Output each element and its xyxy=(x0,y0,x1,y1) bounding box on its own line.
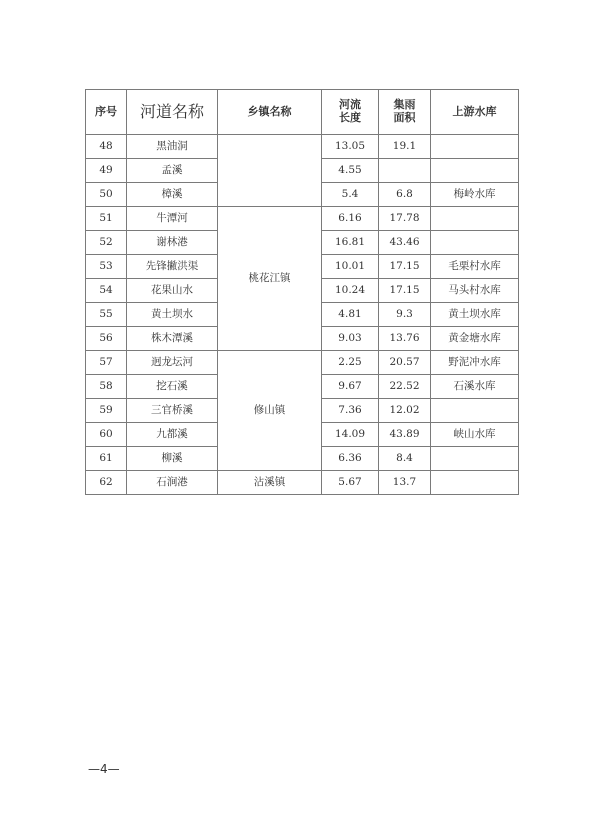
cell-seq: 55 xyxy=(86,303,127,327)
cell-river-name: 株木潭溪 xyxy=(127,327,218,351)
cell-reservoir xyxy=(431,207,519,231)
cell-area: 17.78 xyxy=(379,207,431,231)
cell-river-name: 挖石溪 xyxy=(127,375,218,399)
cell-length: 16.81 xyxy=(322,231,379,255)
cell-town xyxy=(218,135,322,207)
header-river-length xyxy=(322,90,379,135)
cell-seq: 49 xyxy=(86,159,127,183)
cell-reservoir xyxy=(431,399,519,423)
cell-seq: 54 xyxy=(86,279,127,303)
cell-area: 12.02 xyxy=(379,399,431,423)
cell-length: 5.67 xyxy=(322,471,379,495)
cell-reservoir xyxy=(431,231,519,255)
cell-river-name: 黄土坝水 xyxy=(127,303,218,327)
cell-area: 13.7 xyxy=(379,471,431,495)
cell-seq: 62 xyxy=(86,471,127,495)
cell-area: 43.89 xyxy=(379,423,431,447)
cell-reservoir: 黄金塘水库 xyxy=(431,327,519,351)
cell-seq: 61 xyxy=(86,447,127,471)
cell-town: 沾溪镇 xyxy=(218,471,322,495)
cell-area: 8.4 xyxy=(379,447,431,471)
cell-area: 17.15 xyxy=(379,279,431,303)
cell-river-name: 石涧港 xyxy=(127,471,218,495)
cell-river-name: 孟溪 xyxy=(127,159,218,183)
cell-length: 9.67 xyxy=(322,375,379,399)
cell-length: 9.03 xyxy=(322,327,379,351)
table-row xyxy=(86,207,519,231)
header-town-name: 乡镇名称 xyxy=(218,90,322,135)
cell-length: 4.55 xyxy=(322,159,379,183)
cell-area: 13.76 xyxy=(379,327,431,351)
cell-length: 4.81 xyxy=(322,303,379,327)
header-river-length-label: 河流长度 xyxy=(339,98,361,124)
cell-reservoir: 黄土坝水库 xyxy=(431,303,519,327)
cell-river-name: 牛潭河 xyxy=(127,207,218,231)
header-catchment-area xyxy=(379,90,431,135)
cell-seq: 58 xyxy=(86,375,127,399)
cell-seq: 48 xyxy=(86,135,127,159)
header-upstream-reservoir: 上游水库 xyxy=(431,90,519,135)
cell-river-name: 三官桥溪 xyxy=(127,399,218,423)
cell-reservoir: 野泥冲水库 xyxy=(431,351,519,375)
cell-seq: 53 xyxy=(86,255,127,279)
cell-area: 9.3 xyxy=(379,303,431,327)
cell-length: 10.24 xyxy=(322,279,379,303)
cell-reservoir xyxy=(431,159,519,183)
cell-seq: 56 xyxy=(86,327,127,351)
cell-length: 6.36 xyxy=(322,447,379,471)
cell-reservoir xyxy=(431,471,519,495)
header-seq: 序号 xyxy=(86,90,127,135)
cell-river-name: 柳溪 xyxy=(127,447,218,471)
cell-seq: 59 xyxy=(86,399,127,423)
cell-area: 20.57 xyxy=(379,351,431,375)
cell-river-name: 黑油洞 xyxy=(127,135,218,159)
cell-river-name: 先锋撇洪渠 xyxy=(127,255,218,279)
cell-seq: 60 xyxy=(86,423,127,447)
cell-length: 14.09 xyxy=(322,423,379,447)
table-header-row xyxy=(86,90,519,135)
cell-reservoir: 梅岭水库 xyxy=(431,183,519,207)
cell-length: 5.4 xyxy=(322,183,379,207)
table-row xyxy=(86,351,519,375)
cell-seq: 51 xyxy=(86,207,127,231)
cell-area: 6.8 xyxy=(379,183,431,207)
cell-length: 10.01 xyxy=(322,255,379,279)
cell-reservoir: 石溪水库 xyxy=(431,375,519,399)
cell-reservoir xyxy=(431,135,519,159)
cell-length: 7.36 xyxy=(322,399,379,423)
cell-length: 13.05 xyxy=(322,135,379,159)
cell-length: 2.25 xyxy=(322,351,379,375)
cell-river-name: 谢林港 xyxy=(127,231,218,255)
header-river-name: 河道名称 xyxy=(127,90,218,135)
cell-seq: 52 xyxy=(86,231,127,255)
cell-river-name: 樟溪 xyxy=(127,183,218,207)
cell-area: 43.46 xyxy=(379,231,431,255)
cell-seq: 57 xyxy=(86,351,127,375)
cell-area xyxy=(379,159,431,183)
page-number: —4— xyxy=(88,762,120,776)
cell-reservoir xyxy=(431,447,519,471)
cell-area: 17.15 xyxy=(379,255,431,279)
cell-area: 19.1 xyxy=(379,135,431,159)
cell-river-name: 迥龙坛河 xyxy=(127,351,218,375)
table-row xyxy=(86,471,519,495)
river-table xyxy=(85,89,519,495)
cell-length: 6.16 xyxy=(322,207,379,231)
table-row xyxy=(86,135,519,159)
cell-seq: 50 xyxy=(86,183,127,207)
cell-reservoir: 峡山水库 xyxy=(431,423,519,447)
cell-reservoir: 毛栗村水库 xyxy=(431,255,519,279)
cell-town: 桃花江镇 xyxy=(218,207,322,351)
cell-river-name: 花果山水 xyxy=(127,279,218,303)
cell-town: 修山镇 xyxy=(218,351,322,471)
header-catchment-area-label: 集雨面积 xyxy=(393,98,416,124)
cell-river-name: 九都溪 xyxy=(127,423,218,447)
cell-reservoir: 马头村水库 xyxy=(431,279,519,303)
cell-area: 22.52 xyxy=(379,375,431,399)
